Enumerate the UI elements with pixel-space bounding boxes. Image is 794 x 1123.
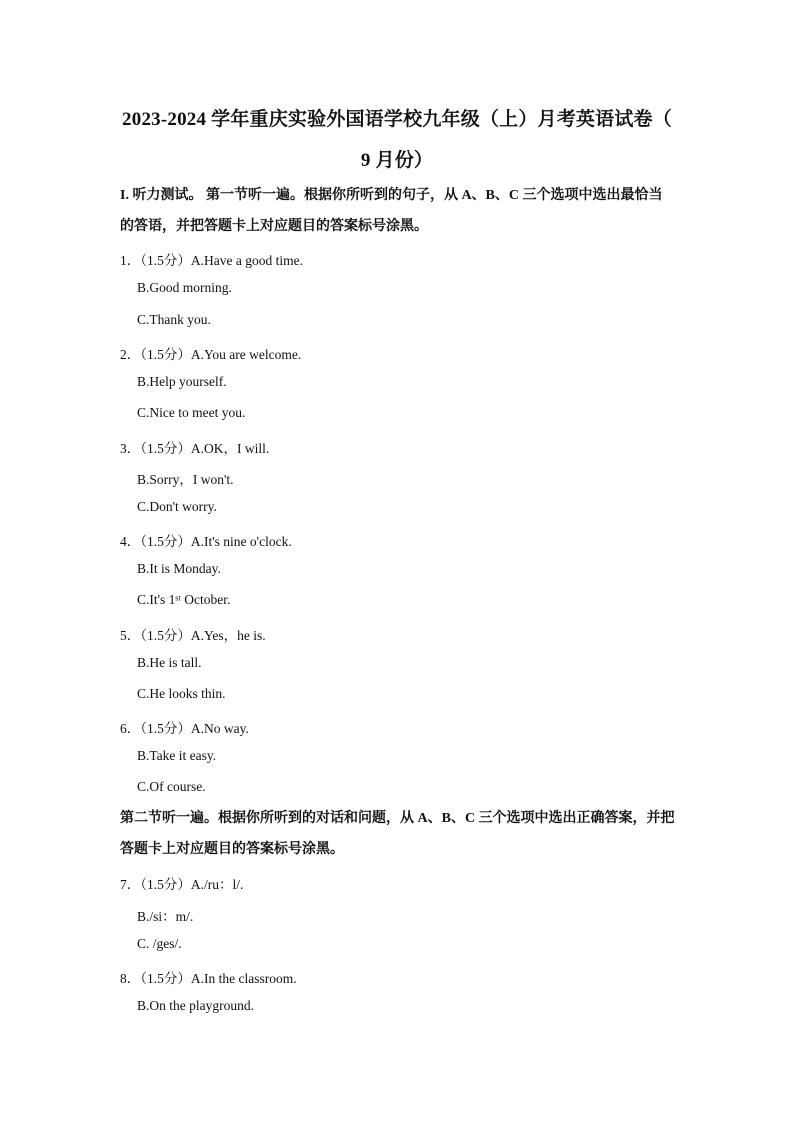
question-8-option-b: B.On the playground. (137, 998, 254, 1013)
question-6-option-c: C.Of course. (137, 779, 206, 794)
question-3: 3．（1.5分）A.OK，I will. (120, 441, 270, 456)
section1-line-1: I. 听力测试。 第一节听一遍。根据你所听到的句子，从 A、B、C 三个选项中选出最恰当 (120, 188, 663, 203)
question-7-option-c: C. /ges/. (137, 936, 182, 951)
question-4: 4．（1.5分）A.It's nine o'clock. (120, 534, 292, 549)
question-1-option-b: B.Good morning. (137, 280, 232, 295)
question-2-option-b: B.Help yourself. (137, 374, 227, 389)
section1-instructions (120, 180, 680, 242)
question-3-option-c: C.Don't worry. (137, 499, 217, 514)
section2-line-1: 第二节听一遍。根据你所听到的对话和问题，从 A、B、C 三个选项中选出正确答案，并把 (120, 811, 675, 826)
question-4-option-b: B.It is Monday. (137, 561, 221, 576)
question-1: 1．（1.5分）A.Have a good time. (120, 253, 303, 268)
section2-instructions (120, 803, 680, 865)
question-5: 5．（1.5分）A.Yes，he is. (120, 628, 266, 643)
exam-title: 2023-2024 学年重庆实验外国语学校九年级（上）月考英语试卷（ (122, 109, 672, 130)
question-4-option-c: C.It's 1ˢᵗ October. (137, 592, 231, 607)
question-6: 6．（1.5分）A.No way. (120, 721, 249, 736)
section2-line-2: 答题卡上对应题目的答案标号涂黑。 (120, 842, 344, 857)
question-2-option-c: C.Nice to meet you. (137, 405, 246, 420)
exam-title-continued: 9 月份） (360, 150, 434, 171)
question-6-option-b: B.Take it easy. (137, 748, 217, 763)
question-5-option-b: B.He is tall. (137, 655, 202, 670)
question-8: 8．（1.5分）A.In the classroom. (120, 971, 297, 986)
question-7-option-b: B./si：m/. (137, 909, 194, 924)
question-1-option-c: C.Thank you. (137, 312, 211, 327)
question-7: 7．（1.5分）A./ru：l/. (120, 877, 244, 892)
section1-line-2: 的答语，并把答题卡上对应题目的答案标号涂黑。 (120, 219, 428, 234)
question-3-option-b: B.Sorry，I won't. (137, 472, 234, 487)
question-2: 2．（1.5分）A.You are welcome. (120, 347, 302, 362)
question-5-option-c: C.He looks thin. (137, 686, 226, 701)
